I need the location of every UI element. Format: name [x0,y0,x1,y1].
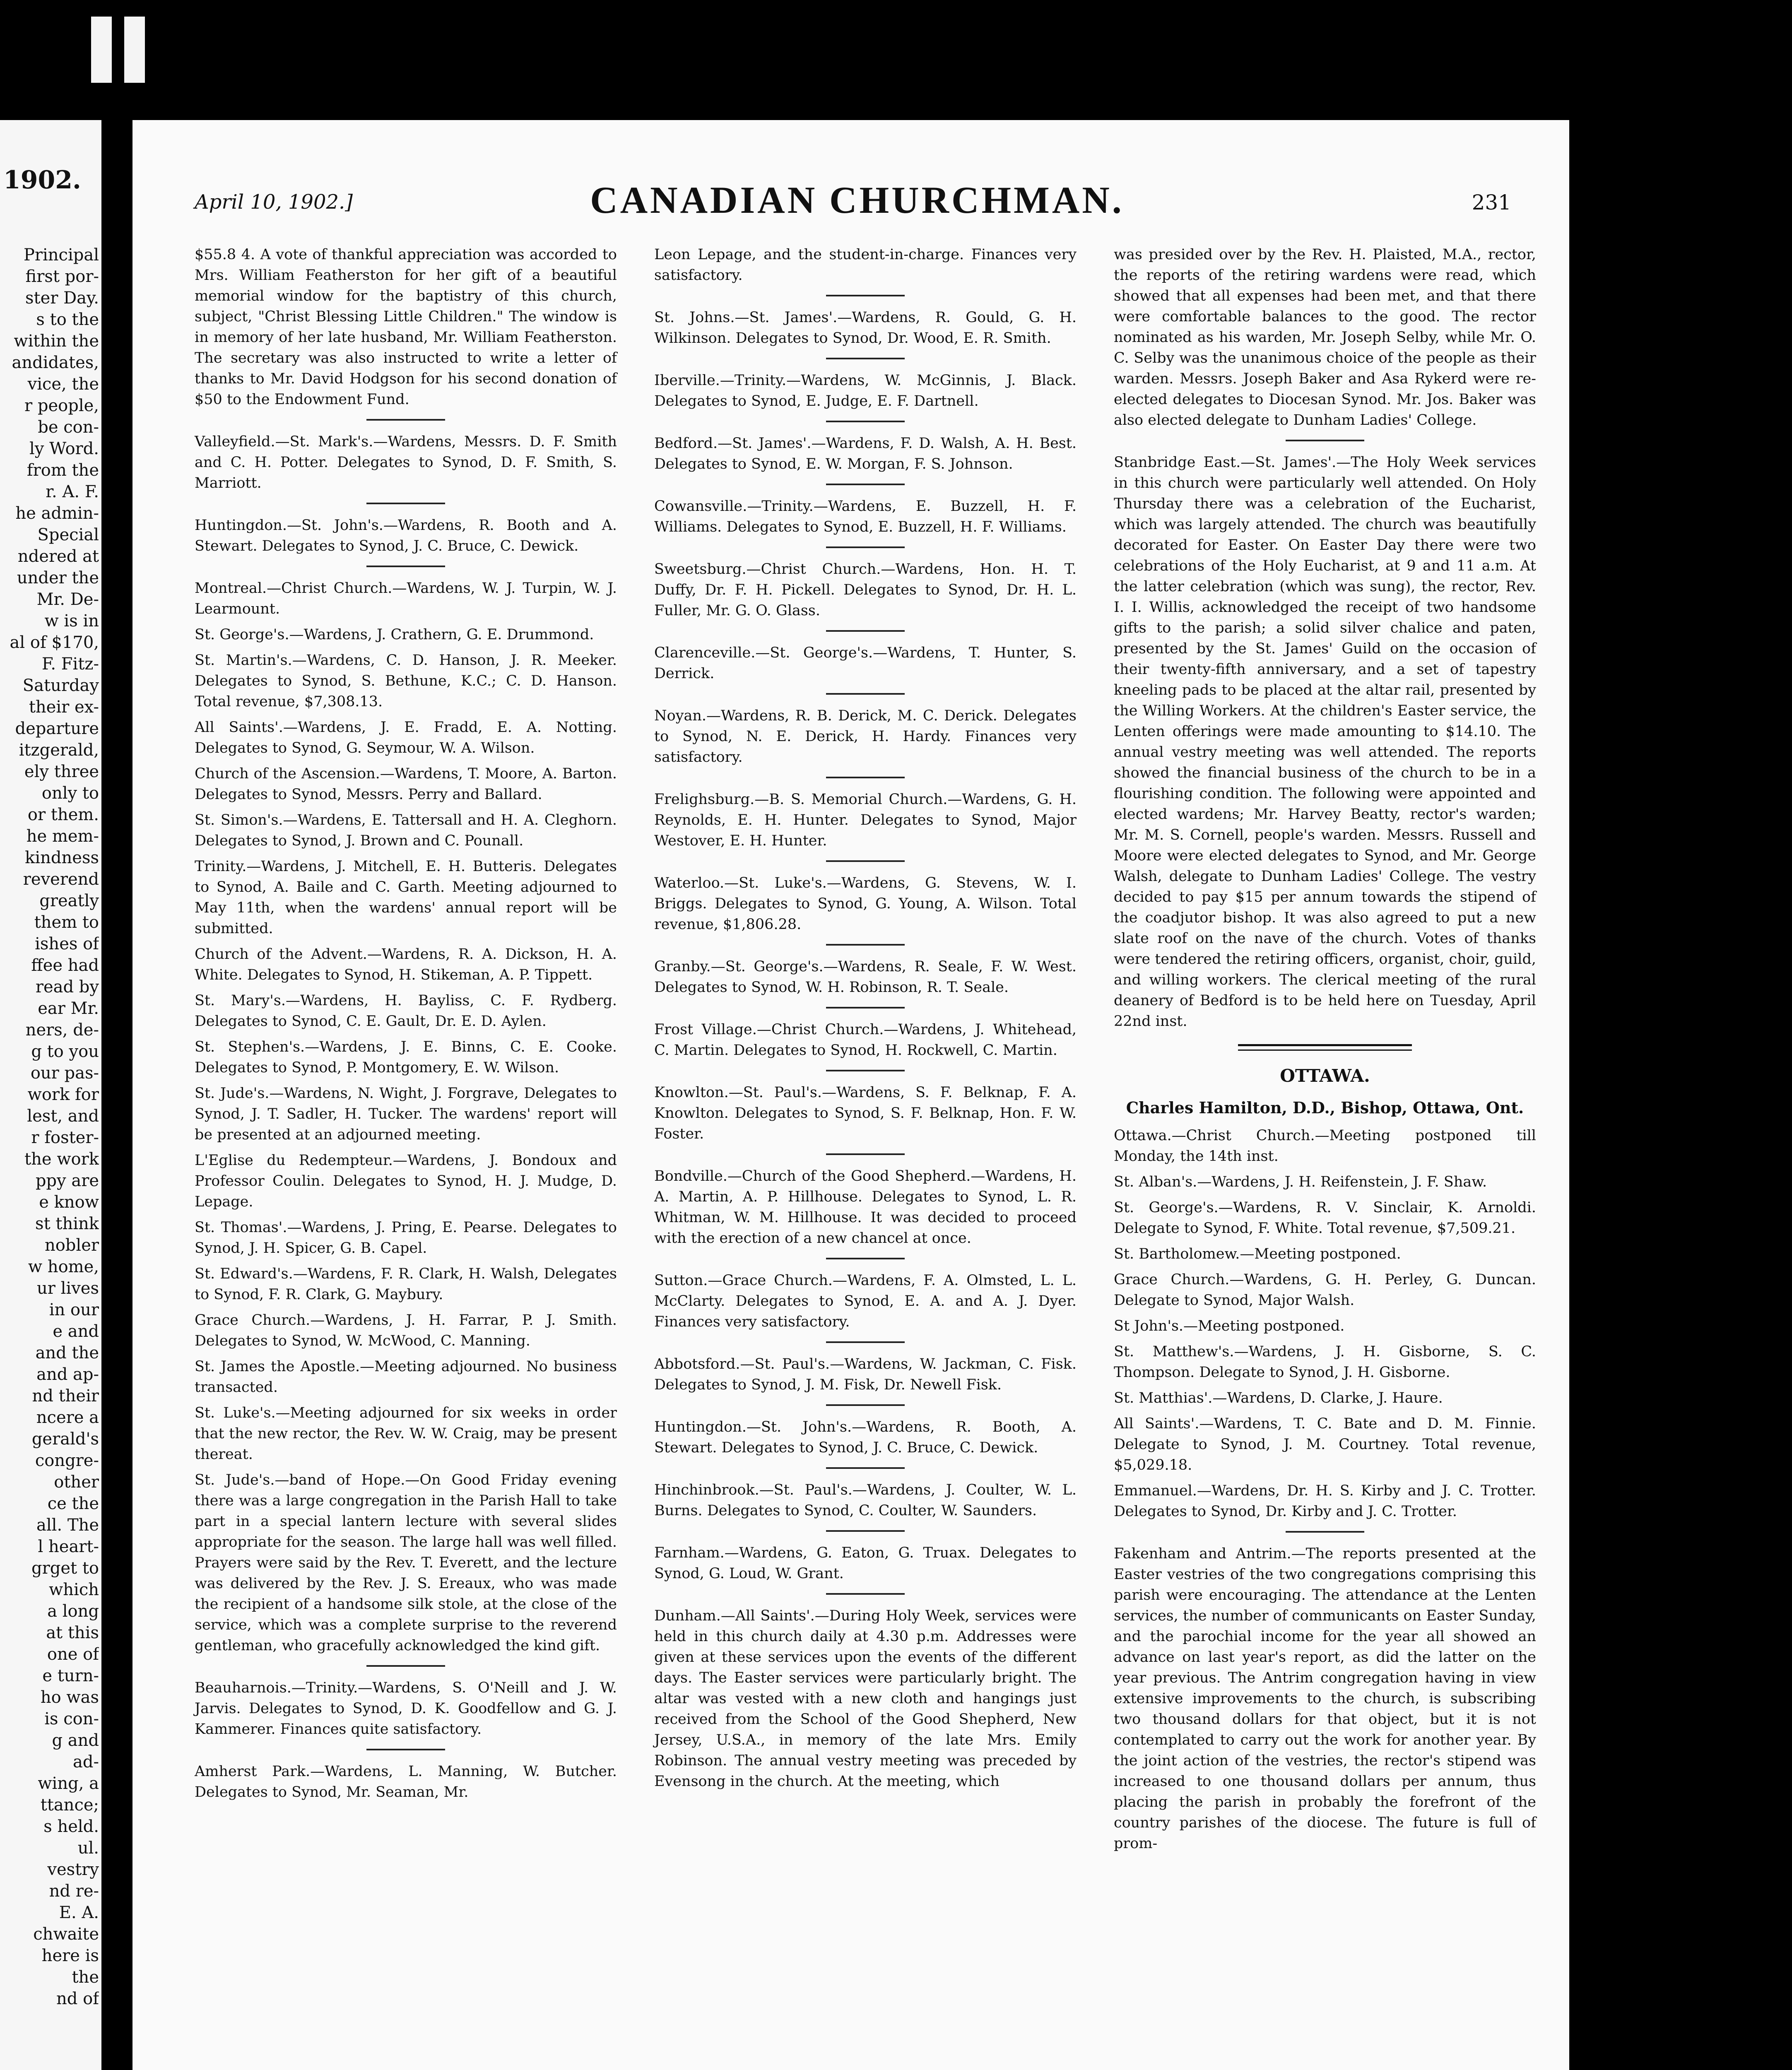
facing-page-line: wing, a [38,1774,99,1793]
section-separator [366,419,445,421]
facing-page-line: ce the [47,1494,99,1513]
section-separator [1286,1531,1364,1533]
section-separator [826,1404,905,1406]
parish-report: Ottawa.—Christ Church.—Meeting postponed till Monday, the 14th inst. [1114,1127,1536,1165]
facing-page-line: our pas- [30,1064,99,1083]
section-separator [366,566,445,567]
facing-page-line: ear Mr. [38,999,99,1018]
parish-report: Stanbridge East.—St. James'.—The Holy Week services in this church were particularly well attended. On Holy Thursday there was a celebration of the Eucharist, which was largely attended. The church was beautifully decorated for Easter. On Easter Day there were two celebrations of the Holy Eucharist, at 9 and 11 a.m. At the latter celebration (which was sung), the rector, Rev. I. I. Willis, acknowledged the receipt of two handsome gifts to the parish; a solid silver chalice and paten, presented by the St. James' Guild on the occasion of their twenty-fifth anniversary, and a set of tapestry kneeling pads to be placed at the altar rail, presented by the Willing Workers. At the children's Easter service, the Lenten offerings were made amounting to $14.10. The annual vestry meeting was well attended. The reports showed the financial business of the church to be in a flourishing condition. The following were appointed and elected wardens; Mr. Harvey Beatty, rector's warden; Mr. M. S. Cornell, people's warden. Messrs. Russell and Moore were elected delegates to Synod, and Mr. George Walsh, delegate to Dunham Ladies' College. The vestry decided to pay $15 per annum towards the stipend of the coadjutor bishop. It was also agreed to put a new slate roof on the nave of the church. Votes of thanks were tendered the retiring officers, organist, choir, guild, and willing workers. The clerical meeting of the rural deanery of Bedford is to be held here on Tuesday, April 22nd inst. [1114,454,1536,1030]
facing-page-line: nd re- [49,1882,99,1901]
parish-report: Montreal.—Christ Church.—Wardens, W. J. Turpin, W. J. Learmount. [195,580,617,617]
facing-page-line: only to [41,784,99,803]
parish-report: Fakenham and Antrim.—The reports presented at the Easter vestries of the two congregations comprising this parish were encouraging. The attendance at the Lenten services, the number of communicants on Easter Sunday, and the parochial income for the year all showed an advance on last year's report, as did the latter on the year previous. The Antrim congregation having in view extensive improvements to the church, is subscribing two thousand dollars for that object, but it is not contemplated to carry out the work for another year. By the joint action of the vestries, the rector's stipend was increased to one thousand dollars per annum, thus placing the parish in probably the forefront of the country parishes of the diocese. The future is full of prom- [1114,1545,1536,1852]
facing-page-line: vestry [47,1860,99,1879]
facing-page-line: greatly [39,891,99,910]
facing-page-line: their ex- [29,698,99,717]
facing-page-line: l heart- [38,1537,99,1556]
parish-report: Hinchinbrook.—St. Paul's.—Wardens, J. Coulter, W. L. Burns. Delegates to Synod, C. Coulter, W. Saunders. [654,1482,1077,1519]
parish-report: Granby.—St. George's.—Wardens, R. Seale, F. W. West. Delegates to Synod, W. H. Robinson, R. T. Seale. [654,958,1077,996]
facing-page-line: ely three [24,762,99,781]
facing-page-line: vice, the [27,375,99,394]
parish-report: St. Johns.—St. James'.—Wardens, R. Gould, G. H. Wilkinson. Delegates to Synod, Dr. Wood, E. R. Smith. [654,309,1077,347]
parish-report: Leon Lepage, and the student-in-charge. Finances very satisfactory. [654,246,1077,284]
facing-page-line: ster Day. [25,289,99,308]
parish-report: St. Jude's.—Wardens, N. Wight, J. Forgrave, Delegates to Synod, J. T. Sadler, H. Tucker. The wardens' report will be presented at an adjourned meeting. [195,1085,617,1143]
parish-report: St. Thomas'.—Wardens, J. Pring, E. Pearse. Delegates to Synod, J. H. Spicer, G. B. Capel. [195,1219,617,1256]
facing-page-line: within the [14,332,99,351]
facing-page-line: kindness [25,848,99,867]
parish-report: Frelighsburg.—B. S. Memorial Church.—Wardens, G. H. Reynolds, E. H. Hunter. Delegates to Synod, Major Westover, E. H. Hunter. [654,791,1077,849]
facing-page-line: g to you [31,1042,99,1061]
section-separator [1286,440,1364,441]
issue-date: April 10, 1902.] [195,190,353,214]
parish-report: Bondville.—Church of the Good Shepherd.—Wardens, H. A. Martin, A. P. Hillhouse. Delegates to Synod, L. R. Whitman, W. M. Hillhouse. It was decided to proceed with the erection of a new chancel at once. [654,1168,1077,1247]
facing-page-line: other [54,1473,99,1492]
section-separator [826,1070,905,1071]
parish-report: Waterloo.—St. Luke's.—Wardens, G. Stevens, W. I. Briggs. Delegates to Synod, G. Young, A. Wilson. Total revenue, $1,806.28. [654,875,1077,933]
facing-page-line: r foster- [31,1128,99,1147]
binding-mark-top-right [124,17,145,83]
facing-page-text [6,244,99,2010]
facing-page-line: s held. [43,1817,99,1836]
facing-page-line: ho was [40,1688,99,1707]
facing-page-line: nobler [44,1236,99,1255]
facing-page-line: congre- [35,1451,99,1470]
facing-page-line: and ap- [36,1365,99,1384]
facing-page-line: nd of [56,1989,99,2008]
facing-page-line: Special [37,525,99,544]
facing-page-line: ncere a [36,1408,99,1427]
section-separator [826,546,905,548]
facing-page-line: nd their [32,1386,99,1406]
facing-page-line: he mem- [26,827,99,846]
section-separator [826,421,905,422]
section-separator [826,630,905,632]
parish-report: Grace Church.—Wardens, G. H. Perley, G. Duncan. Delegate to Synod, Major Walsh. [1114,1271,1536,1309]
facing-page-line: al of $170, [10,633,99,652]
section-separator [826,1530,905,1532]
section-separator [826,1341,905,1343]
newspaper-page [132,120,1569,2070]
parish-report: Grace Church.—Wardens, J. H. Farrar, P. J. Smith. Delegates to Synod, W. McWood, C. Manning. [195,1312,617,1349]
parish-report: St John's.—Meeting postponed. [1114,1318,1345,1334]
parish-report: All Saints'.—Wardens, T. C. Bate and D. M. Finnie. Delegate to Synod, J. M. Courtney. Total revenue, $5,029.18. [1114,1415,1536,1473]
column-2 [654,244,1077,1797]
parish-report: Emmanuel.—Wardens, Dr. H. S. Kirby and J. C. Trotter. Delegates to Synod, Dr. Kirby and J. C. Trotter. [1114,1483,1536,1520]
facing-page-line: which [49,1580,99,1599]
bishop-line: Charles Hamilton, D.D., Bishop, Ottawa, Ont. [1126,1098,1524,1117]
facing-page-line: ners, de- [25,1021,99,1040]
parish-report: Huntingdon.—St. John's.—Wardens, R. Booth, A. Stewart. Delegates to Synod, J. C. Bruce, C. Dewick. [654,1419,1077,1456]
parish-report: St. George's.—Wardens, J. Crathern, G. E. Drummond. [195,626,594,643]
parish-report: Noyan.—Wardens, R. B. Derick, M. C. Derick. Delegates to Synod, N. E. Derick, H. Hardy. Finances very satisfactory. [654,708,1077,765]
parish-report: Knowlton.—St. Paul's.—Wardens, S. F. Belknap, F. A. Knowlton. Delegates to Synod, S. F. Belknap, Hon. F. W. Foster. [654,1084,1077,1142]
parish-report: Church of the Advent.—Wardens, R. A. Dickson, H. A. White. Delegates to Synod, H. Stikeman, A. P. Tippett. [195,946,617,983]
section-separator [826,1467,905,1469]
facing-page-line: g and [52,1731,99,1750]
section-separator [826,1258,905,1259]
page-number: 231 [1472,190,1511,214]
facing-page-line: r. A. F. [46,482,99,501]
parish-report: St. Bartholomew.—Meeting postponed. [1114,1246,1401,1262]
facing-page-line: a long [47,1602,99,1621]
parish-report: Frost Village.—Christ Church.—Wardens, J. Whitehead, C. Martin. Delegates to Synod, H. Rockwell, C. Martin. [654,1021,1077,1059]
section-separator [826,1153,905,1155]
facing-page-line: departure [15,719,99,738]
facing-page-line: be con- [38,418,99,437]
parish-report: Beauharnois.—Trinity.—Wardens, S. O'Neill and J. W. Jarvis. Delegates to Synod, D. K. Goodfellow and G. J. Kammerer. Finances quite satisfactory. [195,1680,617,1738]
facing-page-line: e and [53,1322,99,1341]
column-1 [195,244,617,1808]
facing-page-line: ul. [77,1839,99,1858]
facing-page-line: reverend [23,870,99,889]
facing-page-line: s to the [36,310,99,329]
facing-page-line: E. A. [59,1903,99,1922]
facing-page-line: grget to [31,1559,99,1578]
facing-page-line: lest, and [27,1107,99,1126]
parish-report: St. Luke's.—Meeting adjourned for six weeks in order that the new rector, the Rev. W. W. Craig, may be present thereat. [195,1405,617,1463]
facing-page-line: read by [35,977,99,996]
facing-page-line: is con- [44,1709,99,1728]
facing-page-line: all. The [36,1516,99,1535]
parish-report: St. Jude's.—band of Hope.—On Good Friday evening there was a large congregation in the Parish Hall to take part in a special lantern lecture with several slides appropriate for the season. The large hall was well filled. Prayers were said by the Rev. T. Everett, and the lecture was delivered by the Rev. J. S. Ereaux, who was made the recipient of a handsome silk stole, at the close of the service, which was a complete surprise to the reverend gentleman, who gracefully acknowledged the kind gift. [195,1472,617,1654]
facing-page-line: chwaite [33,1925,99,1944]
parish-report: All Saints'.—Wardens, J. E. Fradd, E. A. Notting. Delegates to Synod, G. Seymour, W. A. Wilson. [195,719,617,756]
facing-page-line: work for [27,1085,99,1104]
facing-page-line: from the [26,461,99,480]
facing-page-line: andidates, [12,353,99,372]
facing-page-line: ly Word. [29,439,99,458]
facing-page-line: one of [47,1645,99,1664]
facing-page-line: ishes of [35,934,99,953]
page-header [195,178,1520,228]
parish-report: was presided over by the Rev. H. Plaisted, M.A., rector, the reports of the retiring wardens were read, which showed that all expenses had been met, and that there were comfortable balances to the good. The rector nominated as his warden, Mr. Joseph Selby, while Mr. O. C. Selby was the unanimous choice of the people as their warden. Messrs. Joseph Baker and Asa Rykerd were re-elected delegates to Diocesan Synod. Mr. Jos. Baker was also elected delegate to Dunham Ladies' College. [1114,246,1536,428]
section-separator [826,1593,905,1595]
facing-page-line: w home, [28,1257,99,1276]
facing-page-line: r people, [24,396,99,415]
facing-page-date: 1902. [3,166,81,195]
facing-page-line: ad- [73,1752,99,1772]
facing-page-line: gerald's [31,1430,99,1449]
parish-report: Clarenceville.—St. George's.—Wardens, T. Hunter, S. Derrick. [654,645,1077,682]
parish-report: Sutton.—Grace Church.—Wardens, F. A. Olmsted, L. L. McClarty. Delegates to Synod, E. A. and A. J. Dyer. Finances very satisfactory. [654,1272,1077,1330]
section-separator [826,777,905,778]
parish-report: Dunham.—All Saints'.—During Holy Week, services were held in this church daily at 4.30 p.m. Addresses were given at these services upon the events of the different days. The Easter services were particularly bright. The altar was vested with a new cloth and hangings just received from the School of the Good Shepherd, New Jersey, U.S.A., in memory of the late Mrs. Emily Robinson. The annual vestry meeting was preceded by Evensong in the church. At the meeting, which [654,1608,1077,1790]
parish-report: Farnham.—Wardens, G. Eaton, G. Truax. Delegates to Synod, G. Loud, W. Grant. [654,1545,1077,1582]
facing-page-line: ffee had [31,956,99,975]
binding-mark-top-left [91,17,112,83]
diocese-heading: OTTAWA. [1280,1066,1370,1086]
parish-report: Sweetsburg.—Christ Church.—Wardens, Hon. H. T. Duffy, Dr. F. H. Pickell. Delegates to Synod, Dr. H. L. Fuller, Mr. G. O. Glass. [654,561,1077,619]
facing-page-line: Mr. De- [36,590,99,609]
parish-report: Bedford.—St. James'.—Wardens, F. D. Walsh, A. H. Best. Delegates to Synod, E. W. Morgan, F. S. Johnson. [654,435,1077,472]
parish-report: St. Edward's.—Wardens, F. R. Clark, H. Walsh, Delegates to Synod, F. R. Clark, G. Maybury. [195,1266,617,1303]
facing-page-line: first por- [25,267,99,286]
parish-report: Iberville.—Trinity.—Wardens, W. McGinnis, J. Black. Delegates to Synod, E. Judge, E. F. Dartnell. [654,372,1077,409]
parish-report: St. George's.—Wardens, R. V. Sinclair, K. Arnoldi. Delegate to Synod, F. White. Total revenue, $7,509.21. [1114,1199,1536,1237]
parish-report: St. Stephen's.—Wardens, J. E. Binns, C. E. Cooke. Delegates to Synod, P. Montgomery, E. W. Wilson. [195,1039,617,1076]
facing-page-line: ndered at [17,547,99,566]
facing-page-line: ur lives [37,1279,99,1298]
parish-report: Trinity.—Wardens, J. Mitchell, E. H. Butteris. Delegates to Synod, A. Baile and C. Garth. Meeting adjourned to May 11th, when the wardens' annual report will be submitted. [195,858,617,937]
facing-page-line: or them. [27,805,99,824]
parish-report: St. Simon's.—Wardens, E. Tattersall and H. A. Cleghorn. Delegates to Synod, J. Brown and C. Pounall. [195,812,617,849]
facing-page-line: the work [24,1150,99,1169]
parish-report: St. Mary's.—Wardens, H. Bayliss, C. F. Rydberg. Delegates to Synod, C. E. Gault, Dr. E. D. Aylen. [195,992,617,1030]
section-separator [826,358,905,359]
parish-report: L'Eglise du Redempteur.—Wardens, J. Bondoux and Professor Coulin. Delegates to Synod, H. J. Mudge, D. Lepage. [195,1152,617,1210]
parish-report: Huntingdon.—St. John's.—Wardens, R. Booth and A. Stewart. Delegates to Synod, J. C. Bruce, C. Dewick. [195,517,617,554]
masthead-title: CANADIAN CHURCHMAN. [590,179,1124,221]
parish-report: Amherst Park.—Wardens, L. Manning, W. Butcher. Delegates to Synod, Mr. Seaman, Mr. [195,1763,617,1800]
section-separator [826,693,905,695]
facing-page-line: the [72,1968,99,1987]
parish-report: St. Matthew's.—Wardens, J. H. Gisborne, S. C. Thompson. Delegate to Synod, J. H. Gisborne. [1114,1343,1536,1381]
facing-page-line: Saturday [22,676,99,695]
parish-report: St. Martin's.—Wardens, C. D. Hanson, J. R. Meeker. Delegates to Synod, S. Bethune, K.C.; C. D. Hanson. Total revenue, $7,308.13. [195,652,617,710]
facing-page-line: e turn- [42,1666,99,1685]
facing-page-line: e know [39,1193,99,1212]
facing-page-line: ppy are [35,1171,99,1190]
facing-page-line: F. Fitz- [41,655,99,674]
parish-report: Valleyfield.—St. Mark's.—Wardens, Messrs. D. F. Smith and C. H. Potter. Delegates to Synod, D. F. Smith, S. Marriott. [195,433,617,491]
facing-page-line: them to [34,913,99,932]
facing-page-line: w is in [44,611,99,631]
section-separator [366,1665,445,1667]
diocese-divider [1238,1044,1412,1051]
facing-page-line: itzgerald, [19,741,99,760]
section-separator [826,484,905,485]
facing-page-line: in our [49,1300,99,1319]
facing-page-line: at this [46,1623,99,1642]
parish-report: St. James the Apostle.—Meeting adjourned. No business transacted. [195,1358,617,1396]
facing-page-line: here is [41,1946,99,1965]
section-separator [826,295,905,296]
section-separator [826,860,905,862]
facing-page-fragment [0,120,101,2070]
facing-page-line: under the [17,568,99,587]
facing-page-line: and the [35,1343,99,1362]
facing-page-line: ttance; [40,1796,99,1815]
facing-page-line: Principal [23,246,99,265]
facing-page-line: st think [35,1214,99,1233]
parish-report: $55.8 4. A vote of thankful appreciation was accorded to Mrs. William Featherston for her gift of a beautiful memorial window for the baptistry of this church, subject, "Christ Blessing Little Children." The window is in memory of her late husband, Mr. William Featherston. The secretary was also instructed to write a letter of thanks to Mr. David Hodgson for his second donation of $50 to the Endowment Fund. [195,246,617,408]
parish-report: Cowansville.—Trinity.—Wardens, E. Buzzell, H. F. Williams. Delegates to Synod, E. Buzzell, H. F. Williams. [654,498,1077,535]
parish-report: Abbotsford.—St. Paul's.—Wardens, W. Jackman, C. Fisk. Delegates to Synod, J. M. Fisk, Dr. Newell Fisk. [654,1356,1077,1393]
column-3 [1114,244,1536,1859]
facing-page-line: he admin- [15,504,99,523]
section-separator [826,944,905,946]
section-separator [366,1749,445,1750]
parish-report: St. Matthias'.—Wardens, D. Clarke, J. Haure. [1114,1390,1443,1406]
parish-report: St. Alban's.—Wardens, J. H. Reifenstein, J. F. Shaw. [1114,1174,1487,1190]
section-separator [826,1007,905,1009]
parish-report: Church of the Ascension.—Wardens, T. Moore, A. Barton. Delegates to Synod, Messrs. Perry and Ballard. [195,765,617,803]
section-separator [366,503,445,504]
